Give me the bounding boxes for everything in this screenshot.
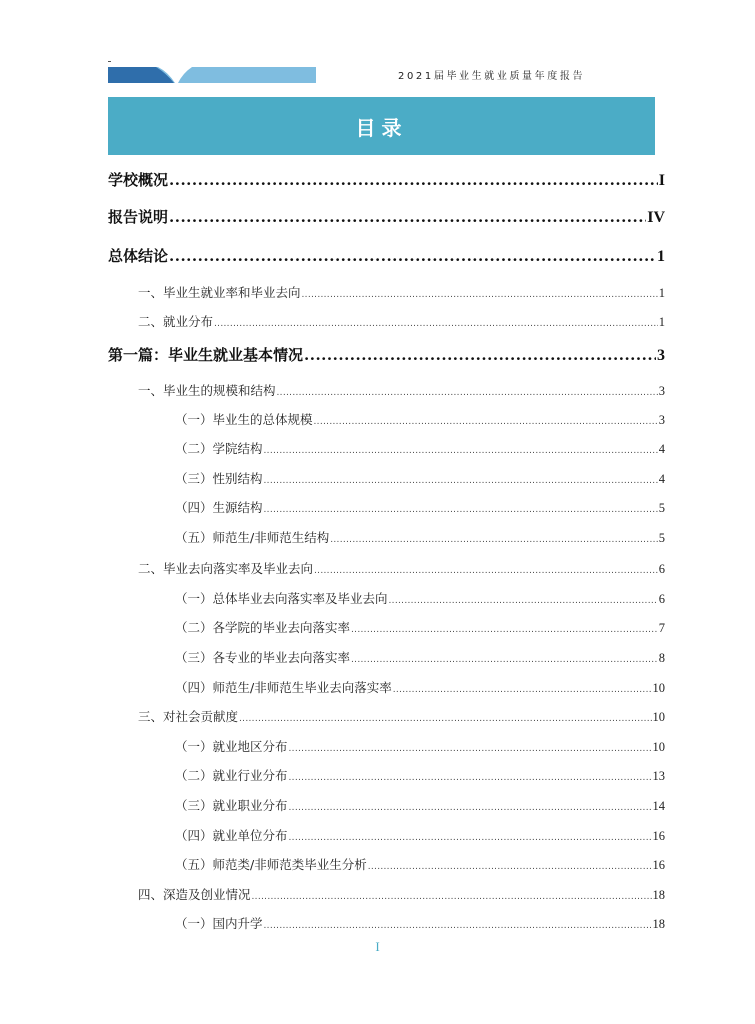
toc-dot-leader — [389, 596, 658, 606]
toc-entry-page: IV — [647, 209, 665, 226]
toc-entry[interactable] — [175, 439, 665, 457]
toc-title-banner — [108, 97, 655, 155]
toc-entry[interactable] — [175, 469, 665, 487]
toc-entry[interactable] — [175, 648, 665, 666]
toc-entry-label: （四）生源结构 — [175, 500, 263, 515]
toc-entry[interactable] — [175, 796, 665, 814]
toc-entry-label: 二、毕业去向落实率及毕业去向 — [138, 561, 314, 576]
toc-entry-page: 18 — [652, 888, 665, 902]
toc-entry[interactable] — [175, 855, 665, 873]
toc-entry-label: 一、毕业生的规模和结构 — [138, 383, 276, 398]
toc-entry[interactable] — [138, 885, 665, 903]
toc-entry-label: （二）各学院的毕业去向落实率 — [175, 620, 351, 635]
toc-entry-page: 1 — [658, 286, 665, 300]
toc-dot-leader — [393, 685, 652, 695]
toc-dot-leader — [169, 208, 646, 226]
toc-entry[interactable] — [175, 410, 665, 428]
toc-entry[interactable] — [175, 826, 665, 844]
toc-entry-page: 16 — [652, 858, 665, 872]
toc-entry-label: 学校概况 — [108, 171, 169, 189]
toc-entry-label: （二）学院结构 — [175, 441, 263, 456]
toc-entry-label: （四）就业单位分布 — [175, 828, 288, 843]
toc-entry-page: 10 — [652, 740, 665, 754]
toc-entry[interactable] — [138, 312, 665, 330]
toc-entry-label: 报告说明 — [108, 208, 169, 226]
toc-dot-leader — [289, 744, 652, 754]
toc-entry-page: I — [658, 172, 665, 189]
toc-entry[interactable] — [175, 618, 665, 636]
toc-entry[interactable] — [175, 528, 665, 546]
toc-entry-page: 10 — [652, 710, 665, 724]
toc-entry-label: （三）各专业的毕业去向落实率 — [175, 650, 351, 665]
toc-entry[interactable] — [108, 206, 665, 227]
toc-entry[interactable] — [175, 589, 665, 607]
toc-entry[interactable] — [138, 381, 665, 399]
toc-entry-label: （二）就业行业分布 — [175, 768, 288, 783]
toc-entry-page: 3 — [657, 347, 665, 364]
toc-entry-label: （一）就业地区分布 — [175, 739, 288, 754]
header-logo-band — [108, 67, 316, 83]
toc-entry[interactable] — [108, 169, 665, 190]
toc-entry-label: （四）师范生/非师范生毕业去向落实率 — [175, 680, 392, 695]
toc-entry-page: 3 — [658, 413, 665, 427]
toc-entry[interactable] — [138, 283, 665, 301]
header-tick-mark — [108, 61, 111, 62]
toc-entry-label: 第一篇：毕业生就业基本情况 — [108, 346, 304, 364]
toc-entry-page: 7 — [658, 621, 665, 635]
toc-entry[interactable] — [108, 245, 665, 266]
toc-dot-leader — [264, 476, 658, 486]
toc-entry-page: 6 — [658, 562, 665, 576]
toc-entry[interactable] — [175, 498, 665, 516]
toc-entry[interactable] — [138, 707, 665, 725]
footer-page-number: I — [375, 939, 380, 954]
toc-entry-page: 8 — [658, 651, 665, 665]
toc-entry-page: 5 — [658, 531, 665, 545]
toc-dot-leader — [289, 803, 652, 813]
toc-dot-leader — [351, 655, 658, 665]
toc-dot-leader — [289, 773, 652, 783]
toc-dot-leader — [264, 505, 658, 515]
toc-dot-leader — [169, 247, 656, 265]
toc-entry-label: 四、深造及创业情况 — [138, 887, 251, 902]
toc-entry-page: 4 — [658, 472, 665, 486]
toc-title: 目录 — [355, 115, 408, 140]
report-header-title: 2021届毕业生就业质量年度报告 — [398, 71, 586, 82]
toc-entry-label: （三）就业职业分布 — [175, 798, 288, 813]
toc-entry-page: 4 — [658, 442, 665, 456]
toc-dot-leader — [264, 921, 652, 931]
toc-dot-leader — [252, 892, 652, 902]
toc-entry[interactable] — [138, 559, 665, 577]
toc-entry[interactable] — [175, 766, 665, 784]
toc-entry[interactable] — [108, 344, 665, 365]
toc-entry-label: 总体结论 — [108, 247, 169, 265]
toc-dot-leader — [351, 625, 658, 635]
toc-entry-label: （一）毕业生的总体规模 — [175, 412, 313, 427]
toc-entry-label: （五）师范类/非师范类毕业生分析 — [175, 857, 367, 872]
toc-entry-page: 13 — [652, 769, 665, 783]
toc-entry-label: 三、对社会贡献度 — [138, 709, 239, 724]
toc-entry[interactable] — [175, 914, 665, 932]
toc-entry-page: 1 — [657, 248, 665, 265]
toc-entry-page: 10 — [652, 681, 665, 695]
toc-dot-leader — [330, 535, 658, 545]
toc-entry-label: （一）总体毕业去向落实率及毕业去向 — [175, 591, 388, 606]
toc-dot-leader — [314, 566, 658, 576]
toc-entry-label: （三）性别结构 — [175, 471, 263, 486]
toc-entry-label: （一）国内升学 — [175, 916, 263, 931]
toc-entry-page: 3 — [658, 384, 665, 398]
toc-entry[interactable] — [175, 737, 665, 755]
toc-dot-leader — [302, 290, 658, 300]
toc-dot-leader — [368, 862, 652, 872]
toc-entry-page: 14 — [652, 799, 665, 813]
toc-entry-label: 二、就业分布 — [138, 314, 214, 329]
toc-entry-page: 5 — [658, 501, 665, 515]
toc-entry-page: 1 — [658, 315, 665, 329]
toc-dot-leader — [304, 346, 656, 364]
toc-entry-label: （五）师范生/非师范生结构 — [175, 530, 330, 545]
toc-entry-label: 一、毕业生就业率和毕业去向 — [138, 285, 301, 300]
toc-dot-leader — [214, 319, 658, 329]
toc-entry-page: 18 — [652, 917, 665, 931]
toc-dot-leader — [239, 714, 651, 724]
toc-dot-leader — [314, 417, 658, 427]
toc-dot-leader — [289, 833, 652, 843]
toc-dot-leader — [264, 446, 658, 456]
toc-dot-leader — [277, 388, 658, 398]
toc-dot-leader — [169, 171, 658, 189]
toc-entry-page: 6 — [658, 592, 665, 606]
toc-entry[interactable] — [175, 678, 665, 696]
toc-entry-page: 16 — [652, 829, 665, 843]
